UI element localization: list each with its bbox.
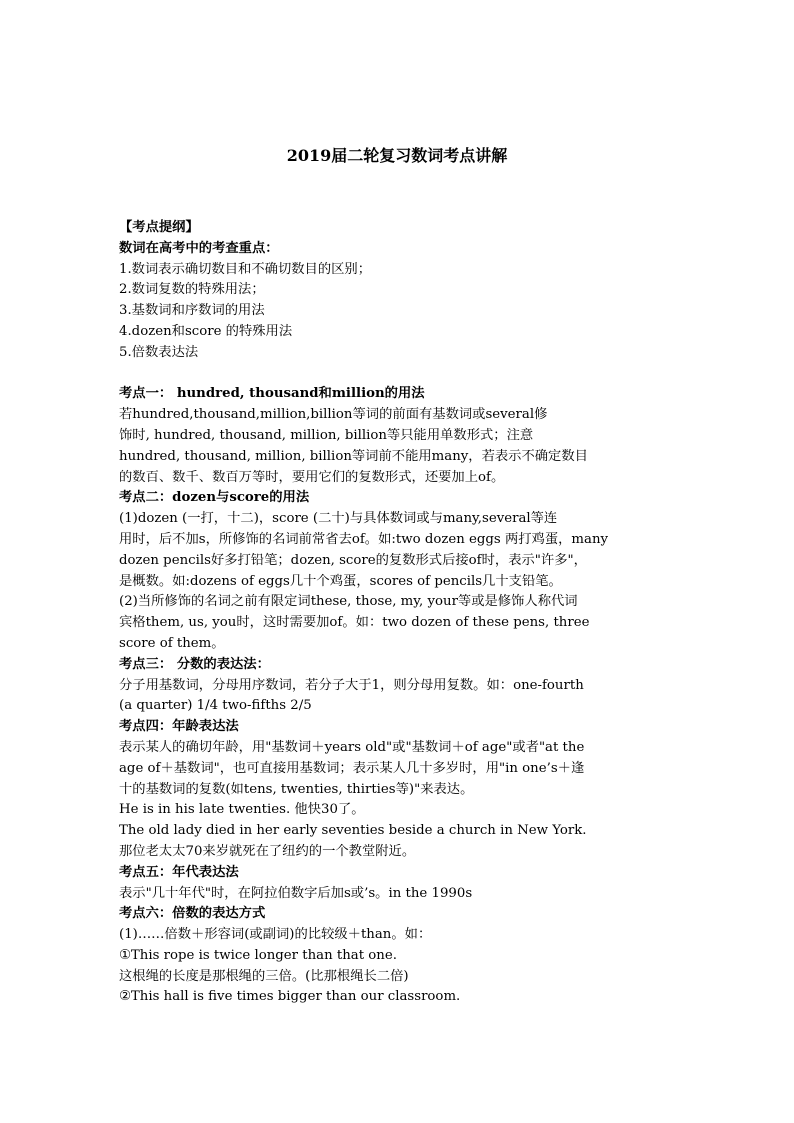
text-line: 的数百、数千、数百万等时，要用它们的复数形式，还要加上of。	[119, 469, 505, 485]
text-line: 是概数。如:dozens of eggs几十个鸡蛋，scores of pencils几十支铅笔。	[119, 573, 562, 589]
text-line: 1.数词表示确切数目和不确切数目的区别；	[119, 261, 372, 277]
section-heading: 数词在高考中的考查重点：	[119, 240, 279, 256]
text-line: age of＋基数词"，也可直接用基数词；表示某人几十多岁时，用"in one’s＋逢	[119, 760, 585, 776]
text-line: hundred, thousand, million, billion等词前不能用many，若表示不确定数目	[119, 448, 588, 464]
document-body	[119, 218, 686, 1008]
text-line: 5.倍数表达法	[119, 344, 199, 360]
text-line: score of them。	[119, 635, 225, 651]
text-line: ①This rope is twice longer than that one.	[119, 947, 397, 963]
blank-line	[119, 364, 686, 385]
text-line: 3.基数词和序数词的用法	[119, 303, 265, 319]
text-line: (a quarter) 1/4 two-fifths 2/5	[119, 698, 312, 714]
text-line: The old lady died in her early seventies beside a church in New York.	[119, 823, 587, 839]
text-line: He is in his late twenties. 他快30了。	[119, 802, 365, 818]
text-line: 用时，后不加s，所修饰的名词前常省去of。如:two dozen eggs 两打鸡蛋，many	[119, 531, 609, 547]
document-title: 2019届二轮复习数词考点讲解	[286, 146, 508, 165]
text-line: 这根绳的长度是那根绳的三倍。(比那根绳长二倍)	[119, 968, 409, 984]
text-line: 表示"几十年代"时，在阿拉伯数字后加s或’s。in the 1990s	[119, 885, 473, 901]
section-heading: 【考点提纲】	[119, 220, 199, 235]
text-line: 分子用基数词，分母用序数词，若分子大于1，则分母用复数。如：one-fourth	[119, 677, 584, 693]
text-line: dozen pencils好多打铅笔；dozen, score的复数形式后接of时，表示"许多"，	[119, 552, 587, 568]
text-line: 饰时, hundred, thousand, million, billion等只能用单数形式；注意	[119, 427, 534, 443]
section-heading: 考点四：年龄表达法	[119, 719, 239, 735]
section-heading: 考点五：年代表达法	[119, 864, 239, 880]
text-line: (2)当所修饰的名词之前有限定词these, those, my, your等或是修饰人称代词	[119, 594, 578, 610]
section-heading: 考点六：倍数的表达方式	[119, 906, 266, 922]
text-line: 十的基数词的复数(如tens, twenties, thirties等)"来表达。	[119, 781, 474, 797]
text-line: (1)dozen (一打，十二)，score (二十)与具体数词或与many,several等连	[119, 511, 558, 527]
text-line: 那位老太太70来岁就死在了纽约的一个教堂附近。	[119, 843, 416, 859]
text-line: 宾格them, us, you时，这时需要加of。如：two dozen of these pens, three	[119, 615, 590, 631]
text-line: 4.dozen和score 的特殊用法	[119, 323, 293, 339]
section-heading: 考点二：dozen与score的用法	[119, 490, 310, 506]
text-line: 若hundred,thousand,million,billion等词的前面有基数词或several修	[119, 407, 548, 423]
text-line: ②This hall is five times bigger than our classroom.	[119, 989, 461, 1005]
text-line: (1)……倍数＋形容词(或副词)的比较级＋than。如：	[119, 927, 432, 943]
text-line: 2.数词复数的特殊用法；	[119, 282, 265, 298]
section-heading: 考点一： hundred, thousand和million的用法	[119, 386, 425, 402]
section-heading: 考点三： 分数的表达法：	[119, 656, 270, 672]
text-line: 表示某人的确切年龄，用"基数词＋years old"或"基数词＋of age"或者"at the	[119, 739, 585, 755]
